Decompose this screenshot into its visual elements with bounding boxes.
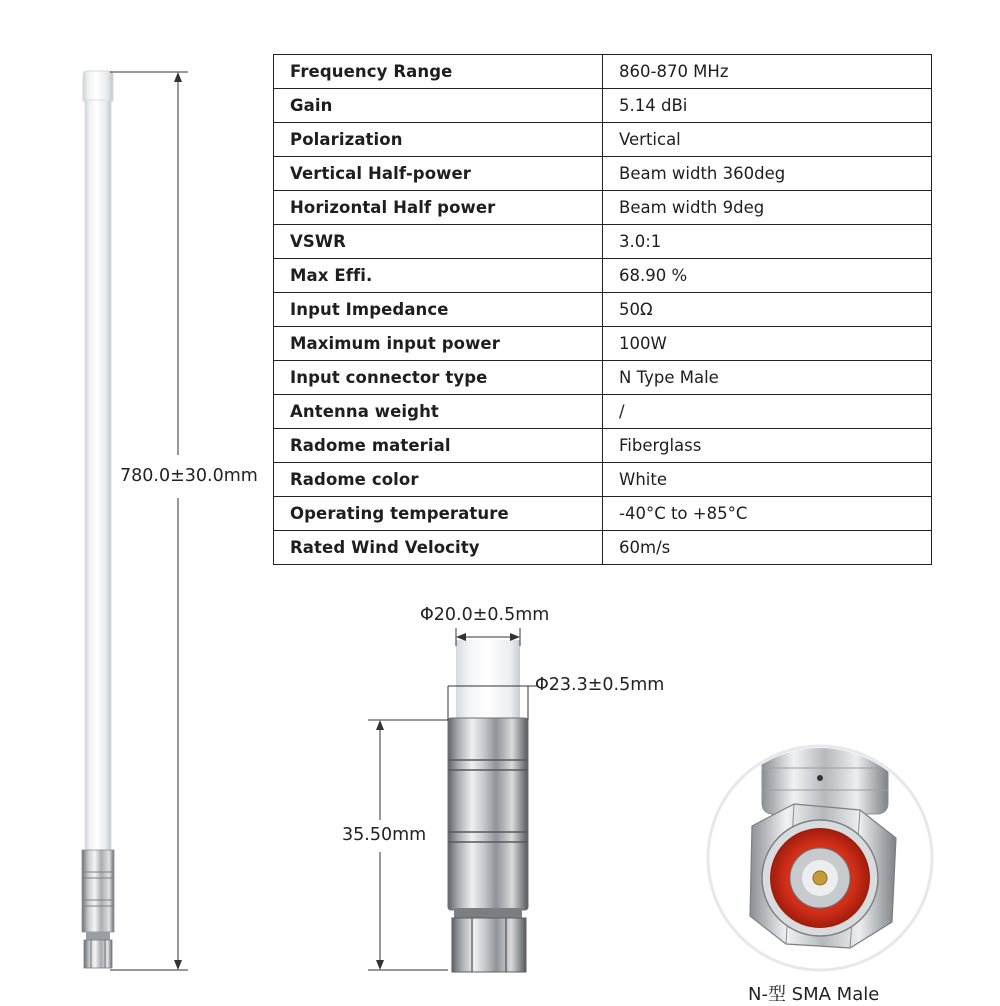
spec-value: Fiberglass — [603, 429, 932, 463]
spec-value: 860-870 MHz — [603, 55, 932, 89]
spec-label: VSWR — [274, 225, 603, 259]
spec-row — [274, 157, 932, 191]
spec-label: Radome material — [274, 429, 603, 463]
metal-sleeve — [82, 850, 114, 932]
spec-label: Gain — [274, 89, 603, 123]
length-dimension-line — [110, 72, 188, 970]
radome-tube — [85, 100, 111, 852]
spec-label: Input connector type — [274, 361, 603, 395]
hex-nut — [452, 918, 526, 972]
spec-value: 5.14 dBi — [603, 89, 932, 123]
spec-row — [274, 497, 932, 531]
spec-label: Horizontal Half power — [274, 191, 603, 225]
radome-section — [456, 640, 520, 722]
radome-cap — [83, 71, 113, 103]
antenna-length-label: 780.0±30.0mm — [120, 466, 258, 486]
radome-diameter-label: Φ20.0±0.5mm — [420, 605, 550, 625]
spec-value: -40°C to +85°C — [603, 497, 932, 531]
n-connector-closeup — [700, 740, 940, 980]
connector-caption: N-型 SMA Male — [748, 984, 880, 1005]
spec-row — [274, 225, 932, 259]
spec-label: Vertical Half-power — [274, 157, 603, 191]
spec-value: 68.90 % — [603, 259, 932, 293]
connector-length-label: 35.50mm — [342, 825, 427, 845]
spec-row — [274, 395, 932, 429]
spec-value: Beam width 360deg — [603, 157, 932, 191]
spec-row — [274, 463, 932, 497]
spec-row — [274, 191, 932, 225]
spec-value: / — [603, 395, 932, 429]
spec-row — [274, 89, 932, 123]
spec-value: Vertical — [603, 123, 932, 157]
spec-label: Operating temperature — [274, 497, 603, 531]
spec-label: Max Effi. — [274, 259, 603, 293]
spec-value: 100W — [603, 327, 932, 361]
connector-face — [762, 820, 878, 936]
spec-value: White — [603, 463, 932, 497]
sleeve-section — [448, 718, 528, 922]
spec-row — [274, 55, 932, 89]
connector-nut — [84, 932, 112, 968]
spec-value: 50Ω — [603, 293, 932, 327]
spec-label: Rated Wind Velocity — [274, 531, 603, 565]
spec-value: 3.0:1 — [603, 225, 932, 259]
spec-table — [273, 54, 932, 565]
spec-label: Input Impedance — [274, 293, 603, 327]
spec-label: Antenna weight — [274, 395, 603, 429]
spec-row — [274, 123, 932, 157]
antenna-full-illustration — [0, 0, 270, 1000]
spec-label: Frequency Range — [274, 55, 603, 89]
connector-length-dimension — [368, 720, 448, 970]
spec-row — [274, 361, 932, 395]
spec-row — [274, 531, 932, 565]
spec-label: Radome color — [274, 463, 603, 497]
spec-label: Maximum input power — [274, 327, 603, 361]
spec-value: 60m/s — [603, 531, 932, 565]
sleeve-diameter-label: Φ23.3±0.5mm — [535, 675, 665, 695]
spec-row — [274, 259, 932, 293]
connector-detail-illustration — [330, 600, 670, 1000]
spec-row — [274, 327, 932, 361]
spec-label: Polarization — [274, 123, 603, 157]
spec-row — [274, 429, 932, 463]
spec-table-body — [274, 55, 932, 565]
spec-value: N Type Male — [603, 361, 932, 395]
spec-row — [274, 293, 932, 327]
spec-value: Beam width 9deg — [603, 191, 932, 225]
